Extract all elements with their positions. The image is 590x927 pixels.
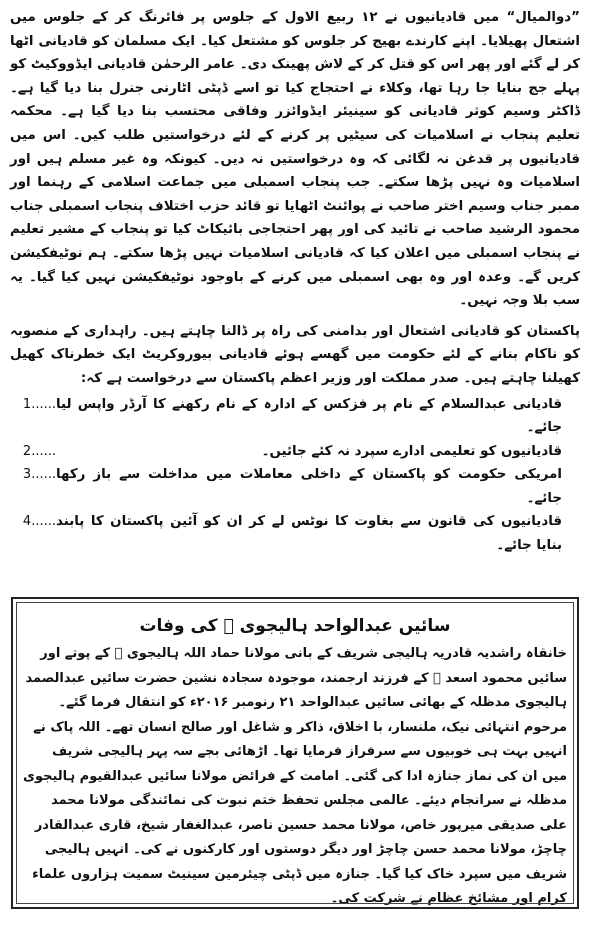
demand-number: 3...... — [22, 467, 56, 483]
demand-item — [10, 510, 580, 557]
article-paragraph-1: ”دوالمیال“ میں قادیانیوں نے ۱۲ ربیع الاول کے جلوس پر فائرنگ کر کے جلوس میں اشتعال پھیلایا۔ اپنے کارندے بھیج کر جلوس کو مشتعل کیا۔ ایک مسلمان کو قادیانی اٹھا کر لے گئے اور پھر اس کو قتل کر کے لاش پھینک دی۔ عامر الرحمٰن قادیانی ایڈووکیٹ کو پہلے جج بنایا جا رہا تھا، وکلاء نے احتجاج کیا تو اسے ڈپٹی اٹارنی جنرل بنا دیا گیا ہے۔ ڈاکٹر وسیم کوثر قادیانی کو سینیئر ایڈوائزر وفاقی محتسب بنا دیا گیا ہے۔ محکمہ تعلیم پنجاب نے اسلامیات کی سیٹیں پر کرنے کے لئے درخواستیں طلب کیں۔ اس میں قادیانیوں پر قدغن نہ لگائی کہ وہ درخواستیں نہ دیں۔ کیونکہ وہ غیر مسلم ہیں اور اسلامیات وہ نہیں پڑھا سکتے۔ جب پنجاب اسمبلی میں جماعت اسلامی کے رہنما اور ممبر جناب وسیم اختر صاحب نے پوائنٹ اٹھایا تو قائد حزب اختلاف پنجاب اسمبلی جناب محمود الرشید صاحب نے تائید کی اور پھر احتجاجی بائیکاٹ کیا تو پنجاب کے مشیر تعلیم نے پنجاب اسمبلی میں اعلان کیا کہ قادیانی اسلامیات نہیں پڑھا سکتے۔ ہم نوٹیفکیشن کریں گے۔ وعدہ اور وہ بھی اسمبلی میں کرنے کے باوجود نوٹیفکیشن نہیں کیا گیا۔ یہ سب بلا وجہ نہیں۔ — [10, 10, 580, 309]
demand-item — [10, 440, 580, 464]
demand-text: قادیانی عبدالسلام کے نام پر فزکس کے ادارہ کے نام رکھنے کا آرڈر واپس لیا جائے۔ — [56, 396, 562, 436]
demand-number: 4...... — [22, 514, 56, 530]
obituary-body: خانقاہ راشدیہ قادریہ ہالیجی شریف کے بانی مولانا حماد اللہ ہالیجوی ﷫ کے پوتے اور سائیں محمود اسعد ﷫ کے فرزند ارجمند، موجودہ سجادہ نشین حضرت سائیں عبدالصمد ہالیجوی مدظلہ کے بھائی سائیں عبدالواحد ۲۱ رنومبر ۲۰۱۶ء کو انتقال فرما گئے۔ مرحوم انتہائی نیک، ملنسار، با اخلاق، ذاکر و شاغل اور صالح انسان تھے۔ اللہ پاک نے انہیں بہت ہی خوبیوں سے سرفراز فرمایا تھا۔ اڑھائی بجے سہ پہر ہالیجی شریف میں ان کی نماز جنازہ ادا کی گئی۔ امامت کے فرائض مولانا سائیں عبدالقیوم ہالیجوی مدظلہ نے سرانجام دیئے۔ عالمی مجلس تحفظ ختم نبوت کی نمائندگی مولانا محمد علی صدیقی میرپور خاص، مولانا محمد حسین ناصر، عبدالغفار شیخ، قاری عبدالقادر چاچڑ، مولانا محمد حسن چاچڑ اور دیگر دوستوں اور کارکنوں نے کی۔ انہیں ہالیجی شریف میں سپرد خاک کیا گیا۔ جنازہ میں ڈپٹی چیئرمین سینیٹ سمیت ہزاروں علماء کرام اور مشائخ عظام نے شرکت کی۔ — [23, 646, 567, 906]
obituary-box — [11, 597, 579, 909]
article-paragraph-2: پاکستان کو قادیانی اشتعال اور بدامنی کی راہ پر ڈالنا چاہتے ہیں۔ راہداری کے منصوبہ کو ناکام بنانے کے لئے حکومت میں گھسے ہوئے قادیانی بیوروکریٹ ایک خطرناک کھیل کھیلنا چاہتے ہیں۔ صدر مملکت اور وزیر اعظم پاکستان سے درخواست ہے کہ: — [10, 323, 580, 386]
obituary-title: سائیں عبدالواحد ہالیجوی ﷫ کی وفات — [139, 616, 451, 636]
demands-list — [10, 393, 580, 558]
demand-item — [10, 463, 580, 510]
demand-text: قادیانیوں کی قانون سے بغاوت کا نوٹس لے کر ان کو آئین پاکستان کا پابند بنایا جائے۔ — [56, 514, 562, 554]
demand-item — [10, 393, 580, 440]
demand-number: 1...... — [22, 396, 56, 412]
demand-text: امریکی حکومت کو پاکستان کے داخلی معاملات میں مداخلت سے باز رکھا جائے۔ — [56, 467, 562, 506]
article-column — [10, 6, 580, 558]
demand-number: 2...... — [22, 443, 56, 459]
demand-text: قادیانیوں کو تعلیمی ادارے سپرد نہ کئے جائیں۔ — [261, 443, 562, 459]
